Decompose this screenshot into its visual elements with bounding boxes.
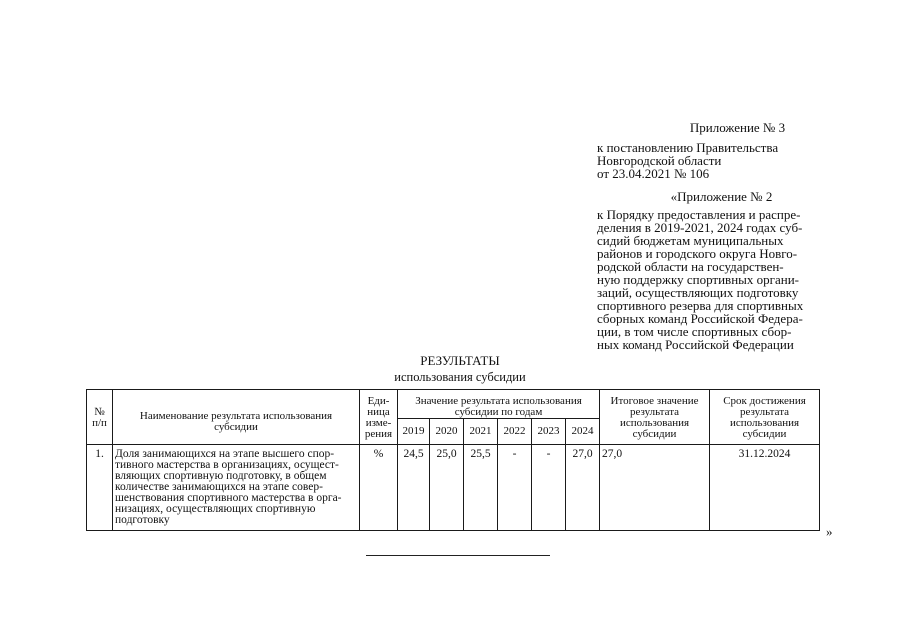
header-unit [360,390,398,445]
header-deadline-line: результата [739,406,790,418]
row-name-line: тивного мастерства в организациях, осущест- [115,459,339,471]
header-year-2020: 2020 [430,419,464,445]
appendix-2-line: сборных команд Российской Федера- [597,311,803,326]
header-unit-line: рения [364,428,393,440]
header-values [398,390,600,419]
header-deadline-line: использования [729,417,800,429]
row-value-2019: 24,5 [398,445,430,531]
appendix-3-title: Приложение № 3 [689,120,786,135]
header-values-line: Значение результата использования [415,395,582,407]
appendix-3-line: от 23.04.2021 № 106 [597,166,710,181]
closing-quote: » [826,524,833,539]
appendix-2-line: сидий бюджетам муниципальных [597,233,784,248]
header-values-line: субсидии по годам [454,406,543,418]
header-name-line: субсидии [214,421,258,433]
row-final: 27,0 [600,445,710,531]
row-unit: % [360,445,398,531]
header-final-line: Итоговое значение [610,395,699,407]
header-name [113,390,360,445]
row-name-line: низациях, осуществляющих спортивную [115,503,316,515]
row-value-2022: - [498,445,532,531]
row-deadline: 31.12.2024 [710,445,820,531]
header-year-2023: 2023 [532,419,566,445]
header-num [87,390,113,445]
appendix-3-line: к постановлению Правительства [597,140,779,155]
results-title: РЕЗУЛЬТАТЫ [420,353,500,368]
appendix-2-line: ции, в том числе спортивных сбор- [597,324,792,339]
appendix-header [597,121,832,351]
results-heading [300,352,620,386]
header-year-2022: 2022 [498,419,532,445]
header-final-line: результата [629,406,680,418]
row-value-2023: - [532,445,566,531]
row-value-2021: 25,5 [464,445,498,531]
header-unit-line: Еди- [367,395,390,407]
header-deadline [710,390,820,445]
header-final-line: субсидии [632,428,677,440]
header-final [600,390,710,445]
appendix-2-title: «Приложение № 2 [670,189,773,204]
header-unit-line: ница [367,406,390,418]
row-name [113,445,360,531]
appendix-3-line: Новгородской области [597,153,722,168]
header-year-2024: 2024 [566,419,600,445]
header-num-line: п/п [92,417,107,429]
header-name-line: Наименование результата использования [139,410,333,422]
appendix-2-line: ную поддержку спортивных органи- [597,272,799,287]
row-name-line: шенствования спортивного мастерства в орга- [115,492,342,504]
table-header-row [87,390,820,419]
appendix-2-line: ных команд Российской Федерации [597,337,794,352]
row-num: 1. [87,445,113,531]
header-num-line: № [94,406,105,418]
results-table [86,389,820,531]
header-year-2021: 2021 [464,419,498,445]
row-value-2020: 25,0 [430,445,464,531]
appendix-2-line: заций, осуществляющих подготовку [597,285,799,300]
appendix-2-line: деления в 2019-2021, 2024 годах суб- [597,220,803,235]
row-name-line: вляющих спортивную подготовку, в общем [115,470,327,482]
header-year-2019: 2019 [398,419,430,445]
appendix-2-line: родской области на государствен- [597,259,784,274]
row-name-line: подготовку [115,514,170,526]
results-subtitle: использования субсидии [394,370,526,384]
row-name-line: Доля занимающихся на этапе высшего спор- [115,448,335,460]
appendix-2-line: районов и городского округа Новго- [597,246,798,261]
header-final-line: использования [619,417,690,429]
header-deadline-line: субсидии [742,428,787,440]
appendix-2-line: к Порядку предоставления и распре- [597,207,801,222]
row-name-line: количестве занимающихся на этапе совер- [115,481,323,493]
bottom-divider [366,555,550,556]
table-row [87,445,820,531]
header-deadline-line: Срок достижения [723,395,806,407]
header-unit-line: изме- [365,417,392,429]
appendix-2-line: спортивного резерва для спортивных [597,298,804,313]
row-value-2024: 27,0 [566,445,600,531]
